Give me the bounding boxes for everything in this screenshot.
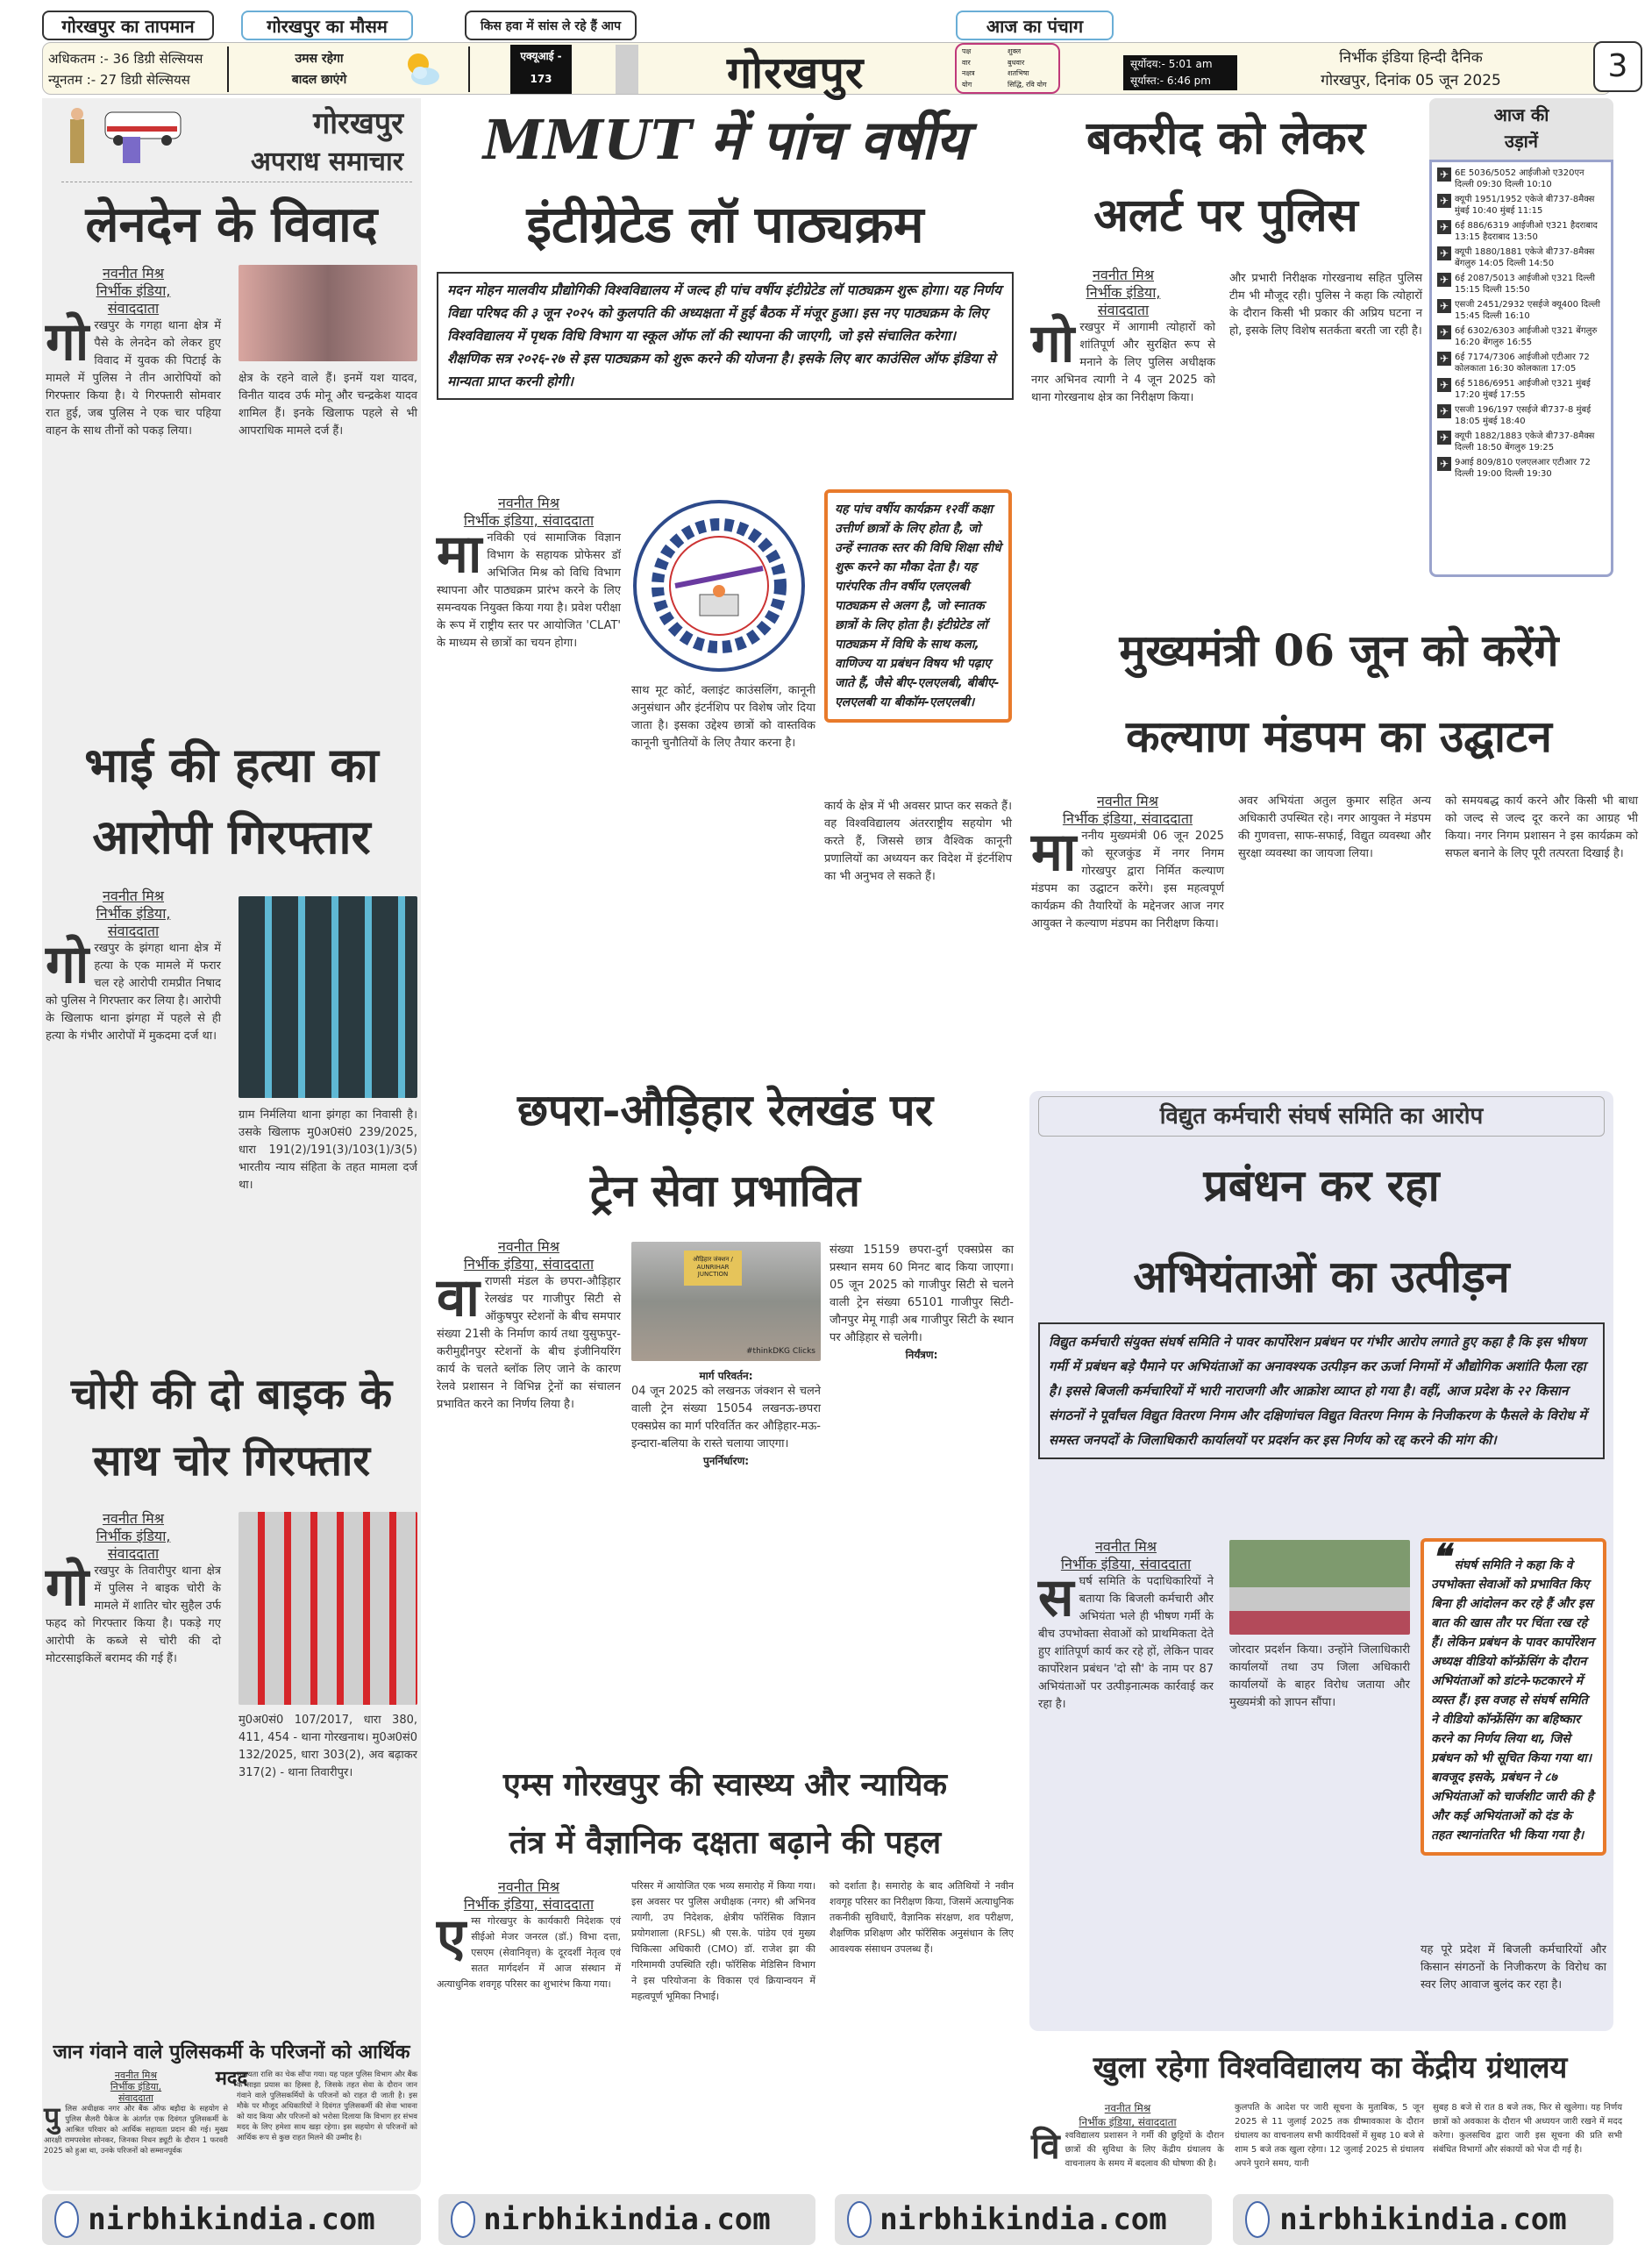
story-text-continued: कार्य के क्षेत्र में भी अवसर प्राप्त कर सकते हैं। वह विश्वविद्यालय अंतरराष्ट्रीय सहयोग भी करते हैं, जिससे छात्र वैश्विक कानूनी प्रणालियों का अध्ययन कर विदेश में इंटर्नशिप का भी अनुभव ले सकते हैं। bbox=[824, 800, 1012, 883]
drop-cap: गो bbox=[46, 311, 89, 373]
footer-banner bbox=[438, 2194, 815, 2245]
headline-line-1: एम्स गोरखपुर की स्वास्थ्य और न्यायिक bbox=[502, 1766, 948, 1803]
story-text-body: राणसी मंडल के छपरा-औड़िहार रेलखंड पर गाजीपुर सिटी से ऑकुषपुर स्टेशनों के बीच समपार संख्या 21सी के निर्माण कार्य तथा युसुफपुर-करीमुद्दीनपुर स्टेशनों के बीच इंजीनियरिंग कार्य के चलते ब्लॉक लिए जाने के कारण रेलवे प्रशासन ने विभिन्न ट्रेनों का संचालन प्रभावित करने का निर्णय लिया है। bbox=[437, 1275, 621, 1411]
story-mmut-law bbox=[433, 98, 1017, 883]
byline-paper: निर्भीक इंडिया, bbox=[96, 905, 171, 922]
airplane-icon: ✈ bbox=[1437, 378, 1451, 392]
story-body-left bbox=[46, 265, 221, 440]
panchang-value: बुधवार bbox=[1008, 58, 1025, 67]
byline-paper: निर्भीक इंडिया, संवाददाता bbox=[1060, 1556, 1192, 1572]
airplane-icon: ✈ bbox=[1437, 273, 1451, 287]
panchang-label: वार bbox=[962, 58, 971, 67]
footer-site: nirbhikindia.com bbox=[879, 2202, 1167, 2237]
panchang-value: शुक्ल bbox=[1008, 47, 1022, 55]
story-right-text bbox=[830, 1242, 1014, 1362]
headline-line-2: कल्याण मंडपम का उद्घाटन bbox=[1126, 710, 1552, 762]
story-text-continued: संख्या 15159 छपरा-दुर्ग एक्सप्रेस का प्रस्थान समय 60 मिनट बाद किया जाएगा। 05 जून 2025 को गाजीपुर सिटी से चलने वाली ट्रेन संख्या 65101 गाजीपुर सिटी-जौनपुर मेमू गाड़ी अब गाजीपुर सिटी के स्थान पर औड़िहार से चलेगी। bbox=[830, 1244, 1014, 1344]
arrest-photo bbox=[239, 1512, 417, 1705]
panchang-label: पक्ष bbox=[962, 47, 972, 55]
story-text-body: रखपुर के तिवारीपुर थाना क्षेत्र में पुलिस ने बाइक चोरी के मामले में शातिर चोर सुहैल उर्फ फहद को गिरफ्तार किया है। पकड़े गए आरोपी के कब्जे से चोरी की दो मोटरसाइकिलें बरामद की गई हैं। bbox=[46, 1564, 221, 1665]
story-text-continued: क्षेत्र के रहने वाले हैं। इनमें यश यादव, विनीत यादव उर्फ मोनू और चन्द्रकेश यादव शामिल हैं। इनके खिलाफ पहले से भी आपराधिक मामले दर्ज हैं। bbox=[239, 372, 417, 438]
story-body-left bbox=[437, 1878, 621, 1992]
drop-cap: मा bbox=[1031, 822, 1077, 883]
footer-site: nirbhikindia.com bbox=[88, 2202, 375, 2237]
airplane-icon: ✈ bbox=[1437, 431, 1451, 445]
sunrise-sunset-box bbox=[1123, 55, 1237, 90]
story-text-continued: यह पूरे प्रदेश में बिजली कर्मचारियों और किसान संगठनों के निजीकरण के विरोध का स्वर लिए आवाज बुलंद कर रहा है। bbox=[1421, 1943, 1606, 1992]
footer-banner bbox=[42, 2194, 421, 2245]
flight-row bbox=[1437, 431, 1606, 453]
headline-line-2: अलर्ट पर पुलिस bbox=[1093, 189, 1358, 242]
byline-paper: निर्भीक इंडिया, bbox=[96, 282, 171, 299]
max-temperature: अधिकतम :- 36 डिग्री सेल्सियस bbox=[48, 51, 203, 67]
story-text-body: घर्ष समिति के पदाधिकारियों ने बताया कि बिजली कर्मचारी और अभियंता भले ही भीषण गर्मी के बीच उपभोक्ता सेवाओं को प्राथमिकता देते हुए शांतिपूर्ण कार्य कर रहे हों, लेकिन पावर कार्पोरेशन प्रबंधन 'दो सौ' के नाम पर 87 अभियंताओं पर उत्पीड़नात्मक कार्रवाई कर रहा है। bbox=[1038, 1575, 1214, 1711]
story-text-continued: साथ मूट कोर्ट, क्लाइंट काउंसलिंग, कानूनी अनुसंधान और इंटर्नशिप पर विशेष जोर दिया जाता है। इसका उद्देश्य छात्रों को वास्तविक कानूनी चुनौतियों के लिए तैयार करना है। bbox=[631, 684, 815, 750]
story-body-left bbox=[1031, 267, 1215, 407]
masthead-bar bbox=[42, 42, 1628, 108]
headline: चोरी की दो बाइक के साथ चोर गिरफ्तार bbox=[70, 1370, 393, 1486]
drop-cap: मा bbox=[437, 524, 482, 585]
byline-author: नवनीत मिश्र bbox=[1104, 2102, 1151, 2114]
flights-panel bbox=[1429, 98, 1613, 589]
kicker: विद्युत कर्मचारी संघर्ष समिति का आरोप bbox=[1038, 1096, 1605, 1137]
flight-row bbox=[1437, 220, 1606, 243]
city-nameplate: गोरखपुर bbox=[727, 47, 865, 98]
aqi-badge bbox=[510, 45, 572, 108]
byline-author: नवनीत मिश्र bbox=[497, 1238, 560, 1255]
panchang-label: नक्षत्र bbox=[962, 69, 975, 77]
story-text-body: रखपुर के गगहा थाना क्षेत्र में पैसे के लेनदेन को लेकर हुए विवाद में युवक की पिटाई के मामले में पुलिस ने तीन आरोपियों को गिरफ्तार किया है। ये गिरफ्तारी सोमवार रात हुई, जब पुलिस ने एक चार पहिया वाहन के साथ तीनों को पकड़ लिया। bbox=[46, 319, 221, 438]
mmut-logo-icon bbox=[631, 498, 807, 674]
headline-line-2: ट्रेन सेवा प्रभावित bbox=[589, 1165, 861, 1216]
story-text-continued: को समयबद्ध कार्य करने और किसी भी बाधा को जल्द से जल्द दूर करने का आग्रह भी किया। नगर निगम प्रशासन ने इस कार्यक्रम को सफल बनाने के लिए पूरी तत्परता दिखाई है। bbox=[1445, 795, 1638, 860]
pullquote-box bbox=[1421, 1538, 1606, 1856]
flights-header bbox=[1429, 98, 1613, 160]
headline-line-2: अभियंताओं का उत्पीड़न bbox=[1133, 1251, 1510, 1302]
byline-paper: निर्भीक इंडिया, संवाददाता bbox=[1079, 2116, 1177, 2128]
sunset-time: सूर्यास्त:- 6:46 pm bbox=[1130, 75, 1211, 87]
flight-row bbox=[1437, 167, 1606, 190]
story-aiims-mortuary bbox=[433, 1756, 1017, 2002]
story-bakrid-alert bbox=[1028, 98, 1424, 404]
drop-cap: स bbox=[1038, 1567, 1074, 1629]
story-text-continued: ग्राम निर्मलिया थाना झंगहा का निवासी है। उसके खिलाफ मु0अ0सं0 239/2025, धारा 191(2)/191(3)/103(1)/3(5) भारतीय न्याय संहिता के तहत मामला दर्ज था। bbox=[239, 1108, 417, 1192]
weather-forecast bbox=[271, 48, 367, 90]
pullquote-text: संघर्ष समिति ने कहा कि वे उपभोक्ता सेवाओं को प्रभावित किए बिना ही आंदोलन कर रहे हैं और इस बात की खास तौर पर चिंता रख रहे हैं। लेकिन प्रबंधन के पावर कार्पोरेशन अध्यक्ष वीडियो कॉन्फ्रेंसिंग के दौरान अभियंताओं को डांटने-फटकारने में व्यस्त हैं। इस वजह से संघर्ष समिति ने वीडियो कॉन्फ्रेंसिंग का बहिष्कार करने का निर्णय लिया था, जिसे प्रबंधन को भी सूचित किया गया था। बावजूद इसके, प्रबंधन ने ८७ अभियंताओं को चार्जशीट जारी की है और कई अभियंताओं को दंड के तहत स्थानांतरित भी किया गया है। bbox=[1431, 1558, 1594, 1842]
byline-role: संवाददाता bbox=[107, 300, 160, 317]
airplane-icon: ✈ bbox=[1437, 352, 1451, 366]
divider-arrow bbox=[227, 46, 229, 92]
story-text-body: नविकी एवं सामाजिक विज्ञान विभाग के सहायक प्रोफेसर डॉ अभिजित मिश्र को विधि विभाग स्थापना और पाठ्यक्रम प्रारंभ करने के लिए समन्वयक नियुक्त किया गया है। प्रवेश परीक्षा के रूप में राष्ट्रीय स्तर पर आयोजित 'CLAT' के माध्यम से छात्रों का चयन होगा। bbox=[437, 531, 621, 650]
story-text bbox=[1031, 2129, 1224, 2171]
story-text-body: रखपुर के झंगहा थाना क्षेत्र में हत्या के एक मामले में फरार चल रहे आरोपी रामप्रीत निषाद को पुलिस ने गिरफ्तार कर लिया है। आरोपी के खिलाफ थाना झंगहा में पहले से ही हत्या के गंभीर आरोपों में मुकदमा दर्ज था। bbox=[46, 942, 221, 1043]
arrest-photo bbox=[239, 896, 417, 1098]
airplane-icon: ✈ bbox=[1437, 194, 1451, 208]
story-body-left bbox=[437, 495, 621, 652]
byline-role: संवाददाता bbox=[107, 1545, 160, 1562]
byline-paper: निर्भीक इंडिया, संवाददाता bbox=[1062, 810, 1193, 827]
story-text bbox=[437, 1907, 621, 1992]
air-quality-tab: किस हवा में सांस ले रहे हैं आप bbox=[465, 11, 637, 40]
story-lendan-dispute bbox=[42, 195, 421, 438]
flight-details: क्यूपी 1951/1952 एकेजे बी737-8मैक्स मुंबई 10:40 मुंबई 11:15 bbox=[1455, 195, 1595, 216]
masthead-tabs bbox=[0, 11, 1652, 44]
story-text-continued: को दर्शाता है। समारोह के बाद अतिथियों ने नवीन शवगृह परिसर का निरीक्षण किया, जिसमें अत्याधुनिक तकनीकी सुविधाएँ, वैज्ञानिक संरक्षण, शव परीक्षण, शैक्षणिक प्रशिक्षण और फॉरेंसिक अनुसंधान के लिए आवश्यक संसाधन उपलब्ध हैं। bbox=[830, 1880, 1014, 1955]
byline-role: संवाददाता bbox=[117, 2092, 154, 2104]
byline-author: नवनीत मिश्र bbox=[497, 1878, 560, 1895]
press-logo-icon bbox=[451, 2201, 475, 2238]
aqi-status: (खराब) bbox=[525, 96, 557, 108]
story-text-continued: और प्रभारी निरीक्षक गोरखनाथ सहित पुलिस टीम भी मौजूद रही। पुलिस ने कहा कि त्योहारों के दौरान किसी भी प्रकार की अप्रिय घटना न हो, इसके लिए विशेष सतर्कता बरती जा रही है। bbox=[1229, 272, 1422, 338]
footer-site: nirbhikindia.com bbox=[1279, 2202, 1567, 2237]
headline-line-2: तंत्र में वैज्ञानिक दक्षता बढ़ाने की पहल bbox=[509, 1824, 942, 1861]
arrest-photo bbox=[239, 265, 417, 361]
byline-author: नवनीत मिश्र bbox=[497, 495, 560, 511]
headline: भाई की हत्या का आरोपी गिरफ्तार bbox=[84, 738, 379, 865]
footer-banner bbox=[1233, 2194, 1613, 2245]
crime-section-header bbox=[61, 102, 412, 182]
flights-title-line-2: उड़ानें bbox=[1505, 131, 1538, 152]
headline-line-2: इंटीग्रेटेड लॉ पाठ्यक्रम bbox=[526, 195, 924, 254]
story-cm-inauguration bbox=[1028, 607, 1650, 930]
byline-author: नवनीत मिश्र bbox=[114, 2070, 158, 2081]
story-text-continued: परिसर में आयोजित एक भव्य समारोह में किया गया। इस अवसर पर पुलिस अधीक्षक (नगर) श्री अभिनव त्यागी, उप निदेशक, क्षेत्रीय फॉरेंसिक विज्ञान प्रयोगशाला (RFSL) श्री एस.के. पांडेय एवं मुख्य चिकित्सा अधिकारी (CMO) डॉ. राजेश झा की गरिमामयी उपस्थिति रही। फॉरेंसिक मेडिसिन विभाग ने इस परियोजना के विकास एवं क्रियान्वयन में महत्वपूर्ण भूमिका निभाई। bbox=[631, 1880, 815, 2002]
airplane-icon: ✈ bbox=[1437, 404, 1451, 418]
min-temperature: न्यूनतम :- 27 डिग्री सेल्सियस bbox=[48, 72, 190, 88]
story-bike-theft bbox=[42, 1361, 421, 1779]
footer-site: nirbhikindia.com bbox=[483, 2202, 771, 2237]
press-logo-icon bbox=[847, 2201, 872, 2238]
section-title-city: गोरखपुर bbox=[313, 106, 403, 141]
story-text-body: ननीय मुख्यमंत्री 06 जून 2025 को सूरजकुंड में नगर निगम गोरखपुर द्वारा निर्मित कल्याण मंडपम का उद्घाटन करेंगे। इस महत्वपूर्ण कार्यक्रम की तैयारियों के मद्देनजर आज नगर आयुक्त ने कल्याण मंडपम का निरीक्षण किया। bbox=[1031, 830, 1224, 930]
byline-paper: निर्भीक इंडिया, bbox=[110, 2081, 162, 2092]
press-logo-icon bbox=[54, 2201, 79, 2238]
protest-photo bbox=[1229, 1540, 1410, 1635]
story-body-left bbox=[46, 1510, 221, 1668]
headline-line-1: MMUT में पांच वर्षीय bbox=[482, 108, 968, 172]
drop-cap: ए bbox=[437, 1907, 466, 1969]
byline-author: नवनीत मिश्र bbox=[1094, 1538, 1157, 1555]
byline-role: संवाददाता bbox=[107, 923, 160, 939]
byline-author: नवनीत मिश्र bbox=[102, 887, 165, 904]
drop-cap: पु bbox=[44, 2100, 61, 2134]
flight-row bbox=[1437, 325, 1606, 348]
crime-news-column bbox=[42, 98, 421, 2071]
story-text-body: श्वविद्यालय प्रशासन ने गर्मी की छुट्टियों के दौरान छात्रों की सुविधा के लिए केंद्रीय ग्रंथालय के वाचनालय के समय में बदलाव की घोषणा की है। bbox=[1065, 2131, 1224, 2169]
footer-banner bbox=[835, 2194, 1212, 2245]
flight-details: 6ई 2087/5013 आईजीओ ए321 दिल्ली 15:15 दिल्ली 15:50 bbox=[1455, 274, 1596, 295]
story-text-body: लिस अधीक्षक नगर और बैंक ऑफ बड़ौदा के सहयोग से पुलिस सैलरी पैकेज के अंतर्गत एक दिवंगत पुलिसकर्मी के आश्रित परिवार को आर्थिक सहायता प्रदान की गई। मुख्य आरक्षी रामपरवेश सोनकर, जिनका निधन ड्यूटी के दौरान 1 फरवरी 2025 को हुआ था, उनके परिजनों को सम्मानपूर्वक bbox=[44, 2105, 228, 2156]
story-text bbox=[1031, 313, 1215, 407]
drop-cap: वि bbox=[1031, 2127, 1060, 2167]
story-text-continued: सहायता राशि का चेक सौंपा गया। यह पहल पुलिस विभाग और बैंक के साझा प्रयास का हिस्सा है, जिसके तहत सेवा के दौरान जान गंवाने वाले पुलिसकर्मियों के परिजनों को राहत दी जाती है। इस मौके पर मौजूद अधिकारियों ने दिवंगत पुलिसकर्मी की सेवा भावना को याद किया और परिजनों को भरोसा दिलाया कि विभाग हर संभव मदद के लिए हमेशा साथ खड़ा रहेगा। इस सहयोग से परिजनों को आर्थिक रूप से कुछ राहत मिलने की उम्मीद है। bbox=[237, 2070, 417, 2142]
story-text-continued: जोरदार प्रदर्शन किया। उन्होंने जिलाधिकारी कार्यालयों तथा उप जिला अधिकारी कार्यालयों के बाहर विरोध जताया और मुख्यमंत्री को ज्ञापन सौंपा। bbox=[1229, 1643, 1410, 1709]
headline: जान गंवाने वाले पुलिसकर्मी के परिजनों को आर्थिक मदद bbox=[53, 2042, 410, 2090]
dateline: गोरखपुर, दिनांक 05 जून 2025 bbox=[1321, 72, 1501, 89]
story-text bbox=[437, 1267, 621, 1414]
photo-credit: #thinkDKG Clicks bbox=[746, 1347, 815, 1356]
story-text bbox=[46, 934, 221, 1045]
byline-paper: निर्भीक इंडिया, bbox=[96, 1528, 171, 1544]
flight-details: 6ई 886/6319 आईजीओ ए321 हैदराबाद 13:15 हैदराबाद 13:50 bbox=[1455, 221, 1598, 242]
flight-row bbox=[1437, 246, 1606, 269]
airplane-icon: ✈ bbox=[1437, 220, 1451, 234]
panchang-value: शतभिषा bbox=[1008, 69, 1029, 77]
panchang-label: योग bbox=[962, 80, 972, 89]
story-middle-text bbox=[631, 1368, 821, 1468]
aunrihar-junction-photo bbox=[631, 1242, 821, 1361]
story-text bbox=[46, 1557, 221, 1668]
airplane-icon: ✈ bbox=[1437, 246, 1451, 260]
drop-cap: गो bbox=[46, 934, 89, 995]
temperature-readout bbox=[48, 48, 203, 90]
story-summary-box: विद्युत कर्मचारी संयुक्त संघर्ष समिति ने पावर कार्पोरेशन प्रबंधन पर गंभीर आरोप लगाते हुए कहा है कि इस भीषण गर्मी में प्रबंधन बड़े पैमाने पर अभियंताओं का अनावश्यक उत्पीड़न कर ऊर्जा निगमों में औद्योगिक अशांति फैला रहा है। इससे बिजली कर्मचारियों में भारी नाराजगी और आक्रोश व्याप्त हो गया है। वहीं, आज प्रदेश के २२ किसान संगठनों ने पूर्वांचल विद्युत वितरण निगम और दक्षिणांचल विद्युत वितरण निगम के निजीकरण के फैसले के विरोध में समस्त जनपदों के जिलाधिकारी कार्यालयों पर प्रदर्शन कर इस निर्णय को रद्द करने की मांग की। bbox=[1038, 1322, 1605, 1459]
story-text-body: रखपुर में आगामी त्योहारों को शांतिपूर्ण और सुरक्षित रूप से मनाने के लिए पुलिस अधीक्षक नगर अभिनव त्यागी ने 4 जून 2025 को थाना गोरखनाथ क्षेत्र का निरीक्षण किया। bbox=[1031, 321, 1215, 404]
airplane-icon: ✈ bbox=[1437, 167, 1451, 182]
byline-author: नवनीत मिश्र bbox=[102, 1510, 165, 1527]
story-body-left bbox=[1031, 793, 1224, 933]
flight-details: 6ई 7174/7306 आईजीओ एटीआर 72 कोलकाता 16:30 कोलकाता 17:05 bbox=[1455, 353, 1590, 374]
weather-tab: गोरखपुर का मौसम bbox=[241, 11, 413, 40]
press-logo-icon bbox=[1245, 2201, 1270, 2238]
flight-row bbox=[1437, 273, 1606, 296]
story-text bbox=[1038, 1567, 1214, 1714]
byline-paper: निर्भीक इंडिया, संवाददाता bbox=[463, 1896, 595, 1913]
weather-line-2: बादल छाएंगे bbox=[291, 73, 347, 87]
publication-name: निर्भीक इंडिया हिन्दी दैनिक bbox=[1339, 49, 1483, 67]
flight-details: 9आई 809/810 एलएलआर एटीआर 72 दिल्ली 19:00 दिल्ली 19:30 bbox=[1455, 458, 1591, 479]
byline-author: नवनीत मिश्र bbox=[1096, 793, 1159, 809]
story-rail-disruption bbox=[433, 1070, 1017, 1467]
station-sign: औड़िहार जंक्शन / AUNRIHAR JUNCTION bbox=[684, 1251, 742, 1286]
headline: लेनदेन के विवाद bbox=[85, 196, 378, 253]
story-police-family-aid bbox=[42, 2035, 421, 2191]
story-text-body: म्स गोरखपुर के कार्यकारी निदेशक एवं सीईओ मेजर जनरल (डॉ.) विभा दत्ता, एसएम (सेवानिवृत्त) के दूरदर्शी नेतृत्व एवं सतत मार्गदर्शन में आज संस्थान में अत्याधुनिक शवगृह परिसर का शुभारंभ किया गया। bbox=[437, 1915, 621, 1990]
story-power-harassment bbox=[1029, 1091, 1613, 2031]
flight-details: 6ई 5186/6951 आईजीओ ए321 मुंबई 17:20 मुंबई 17:55 bbox=[1455, 379, 1591, 400]
headline-line-1: प्रबंधन कर रहा bbox=[1203, 1159, 1440, 1211]
flight-row bbox=[1437, 352, 1606, 374]
flight-row bbox=[1437, 299, 1606, 322]
story-body-left bbox=[44, 2070, 228, 2156]
flights-list bbox=[1429, 160, 1613, 577]
flight-row bbox=[1437, 457, 1606, 480]
panchang-box bbox=[955, 43, 1060, 94]
flight-details: 6ई 6302/6303 आईजीओ ए321 बेंगलुरु 16:20 बेंगलुरु 16:55 bbox=[1455, 326, 1598, 347]
airplane-icon: ✈ bbox=[1437, 457, 1451, 471]
flights-title-line-1: आज की bbox=[1493, 104, 1549, 125]
byline-role: संवाददाता bbox=[1097, 302, 1150, 318]
page-number: 3 bbox=[1593, 41, 1642, 92]
story-text-continued: 04 जून 2025 को लखनऊ जंक्शन से चलने वाली ट्रेन संख्या 15054 लखनऊ-छपरा एक्सप्रेस का मार्ग परिवर्तित कर औड़िहार-मऊ-इन्दारा-बलिया के रास्ते चलाया जाएगा। bbox=[631, 1385, 821, 1450]
story-text-continued: अवर अभियंता अतुल कुमार सहित अन्य अधिकारी उपस्थित रहे। नगर आयुक्त ने मंडपम की गुणवत्ता, साफ-सफाई, विद्युत व्यवस्था और सुरक्षा व्यवस्था का जायजा लिया। bbox=[1238, 795, 1431, 860]
flight-details: क्यूपी 1882/1883 एकेजे बी737-8मैक्स दिल्ली 18:50 बेंगलुरु 19:25 bbox=[1455, 431, 1595, 453]
story-body-left bbox=[437, 1238, 621, 1414]
flight-details: एसजी 196/197 एसईजे बी737-8 मुंबई 18:05 मुंबई 18:40 bbox=[1455, 405, 1591, 426]
byline-paper: निर्भीक इंडिया, संवाददाता bbox=[463, 512, 595, 529]
airplane-icon: ✈ bbox=[1437, 299, 1451, 313]
drop-cap: गो bbox=[46, 1557, 89, 1618]
story-body-left bbox=[1038, 1538, 1214, 1714]
aqi-value: एक्यूआई - 173 bbox=[520, 50, 562, 85]
story-brother-murder bbox=[42, 730, 421, 1192]
story-text bbox=[437, 524, 621, 652]
masked-person-icon bbox=[616, 45, 638, 94]
sidebar-note: यह पांच वर्षीय कार्यक्रम १२वीं कक्षा उत्तीर्ण छात्रों के लिए होता है, जो उन्हें स्नातक स्तर की विधि शिक्षा सीधे शुरू करने का मौका देता है। यह पारंपरिक तीन वर्षीय एलएलबी पाठ्यक्रम से अलग है, जो स्नातक छात्रों के लिए होता है। इंटीग्रेटेड लॉ पाठ्यक्रम में विधि के साथ कला, वाणिज्य या प्रबंधन विषय भी पढ़ाए जाते हैं, जैसे बीए-एलएलबी, बीबीए-एलएलबी या बीकॉम-एलएलबी। bbox=[824, 489, 1012, 723]
story-text-continued: मु0अ0सं0 107/2017, धारा 380, 411, 454 - थाना गोरखनाथ। मु0अ0सं0 132/2025, धारा 303(2), अव बढ़ाकर 317(2) - थाना तिवारीपुर। bbox=[239, 1714, 417, 1779]
story-library-timings bbox=[1028, 2043, 1633, 2169]
subhead-rescheduling: पुनर्निर्धारण: bbox=[702, 1455, 750, 1467]
subhead-regulation: निर्यंत्रण: bbox=[905, 1349, 938, 1361]
panchang-tab: आज का पंचाग bbox=[956, 11, 1114, 40]
flight-row bbox=[1437, 404, 1606, 427]
drop-cap: गो bbox=[1031, 313, 1075, 374]
flight-details: एसजी 2451/2932 एसईजे क्यू400 दिल्ली 15:45 दिल्ली 16:10 bbox=[1455, 300, 1600, 321]
story-body-left bbox=[46, 887, 221, 1045]
publication-info bbox=[1297, 46, 1525, 92]
temperature-tab: गोरखपुर का तापमान bbox=[42, 11, 214, 40]
flight-details: 6E 5036/5052 आईजीओ ए320एन दिल्ली 09:30 दिल्ली 10:10 bbox=[1455, 168, 1584, 189]
flight-row bbox=[1437, 194, 1606, 217]
sunrise-time: सूर्योदय:- 5:01 am bbox=[1130, 58, 1213, 70]
story-text-continued: सुबह 8 बजे से रात 8 बजे तक, फिर से खुलेगा। यह निर्णय छात्रों को अवकाश के दौरान भी अध्ययन जारी रखने में मदद करेगा। कुलसचिव द्वारा जारी इस सूचना की प्रति सभी संबंधित विभागों और संकायों को भेज दी गई है। bbox=[1433, 2103, 1622, 2155]
headline: खुला रहेगा विश्वविद्यालय का केंद्रीय ग्रंथालय bbox=[1093, 2050, 1568, 2085]
weather-line-1: उमस रहेगा bbox=[295, 52, 344, 66]
story-text bbox=[46, 311, 221, 440]
drop-cap: वा bbox=[437, 1267, 480, 1329]
divider-arrow bbox=[468, 46, 470, 92]
story-text-continued: कुलपति के आदेश पर जारी सूचना के मुताबिक, 5 जून 2025 से 11 जुलाई 2025 तक ग्रीष्मावकाश के दौरान ग्रंथालय का वाचनालय सभी कार्यदिवसों में सुबह 10 बजे से शाम 5 बजे तक खुला रहेगा। 12 जुलाई 2025 से ग्रंथालय अपने पुराने समय, यानी bbox=[1235, 2103, 1424, 2169]
section-title-crime: अपराध समाचार bbox=[251, 146, 403, 177]
police-illustration-icon bbox=[61, 102, 184, 181]
airplane-icon: ✈ bbox=[1437, 325, 1451, 339]
byline-author: नवनीत मिश्र bbox=[102, 265, 165, 282]
story-summary-box: मदन मोहन मालवीय प्रौद्योगिकी विश्वविद्यालय में जल्द ही पांच वर्षीय इंटीग्रेटेड लॉ पाठ्यक्रम शुरू होगा। यह निर्णय विद्या परिषद की ३ जून २०२५ को कुलपति की अध्यक्षता में हुई बैठक में मंजूर हुआ। इस नए पाठ्यक्रम के लिए विश्वविद्यालय में पृथक विधि विभाग या स्कूल ऑफ लॉ की स्थापना की जाएगी, जो इसे संचालित करेगा। शैक्षणिक सत्र २०२६-२७ से इस पाठ्यक्रम को शुरू करने की योजना है। इसके लिए बार काउंसिल ऑफ इंडिया से मान्यता प्राप्त करनी होगी। bbox=[437, 272, 1014, 400]
subhead-diversion: मार्ग परिवर्तन: bbox=[699, 1370, 753, 1382]
headline-line-1: छपरा-औड़िहार रेलखंड पर bbox=[516, 1084, 934, 1136]
story-body-left bbox=[1031, 2101, 1224, 2171]
sun-cloud-icon bbox=[402, 48, 443, 89]
panchang-value: सिद्धि, रवि योग bbox=[1008, 80, 1047, 89]
headline-line-1: बकरीद को लेकर bbox=[1086, 112, 1366, 165]
story-text bbox=[1031, 822, 1224, 933]
byline-paper: निर्भीक इंडिया, bbox=[1086, 284, 1161, 301]
quote-icon: ❝ bbox=[1431, 1536, 1450, 1578]
headline-line-1: मुख्यमंत्री 06 जून को करेंगे bbox=[1119, 624, 1559, 676]
byline-paper: निर्भीक इंडिया, संवाददाता bbox=[463, 1256, 595, 1272]
byline-author: नवनीत मिश्र bbox=[1092, 267, 1155, 283]
flight-row bbox=[1437, 378, 1606, 401]
flight-details: क्यूपी 1880/1881 एकेजे बी737-8मैक्स बेंगलुरु 14:05 दिल्ली 14:50 bbox=[1455, 247, 1595, 268]
story-text bbox=[44, 2100, 228, 2156]
